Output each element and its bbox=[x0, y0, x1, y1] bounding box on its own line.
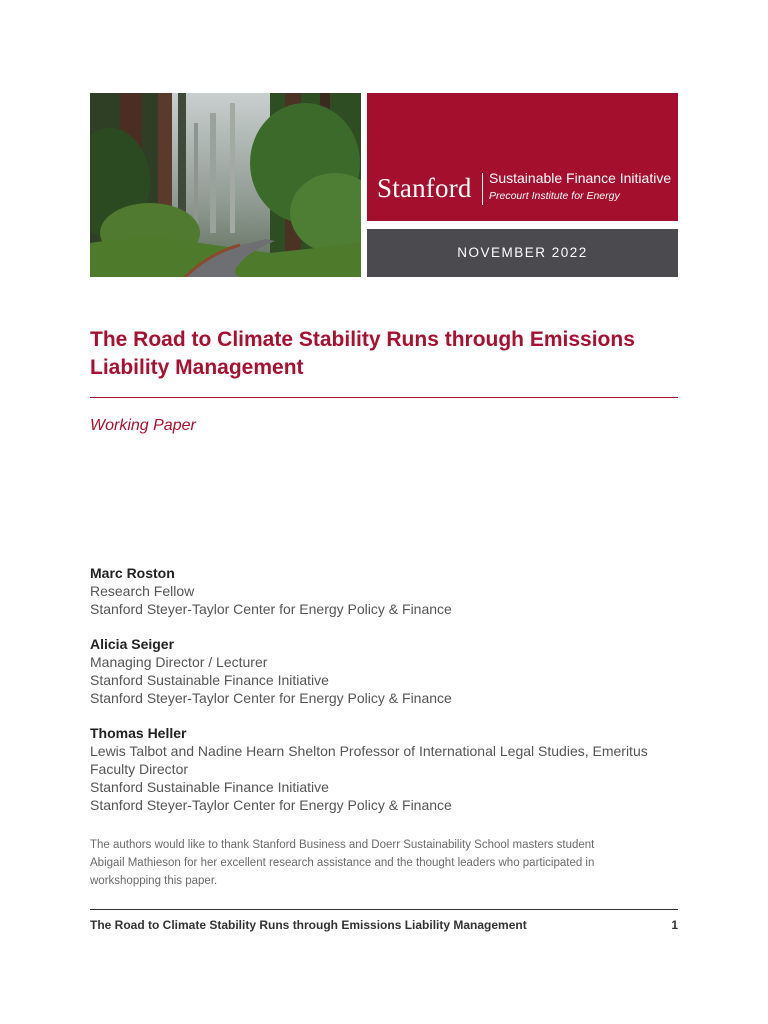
stanford-brand-block bbox=[367, 93, 678, 221]
author-affiliation: Stanford Steyer-Taylor Center for Energy Policy & Finance bbox=[90, 797, 452, 813]
author-affiliation: Lewis Talbot and Nadine Hearn Shelton Professor of International Legal Studies, Emeritus bbox=[90, 743, 648, 759]
author-affiliation: Research Fellow bbox=[90, 583, 195, 599]
author-name: Alicia Seiger bbox=[90, 636, 175, 652]
author-list bbox=[90, 564, 690, 831]
initiative-name: Sustainable Finance Initiative bbox=[489, 170, 672, 186]
footer-rule bbox=[90, 909, 678, 910]
paper-title: The Road to Climate Stability Runs through Emissions Liability Management bbox=[90, 328, 635, 379]
page-number: 1 bbox=[671, 918, 678, 932]
stanford-wordmark: Stanford bbox=[377, 173, 472, 203]
forest-road-image bbox=[90, 93, 361, 277]
author-block bbox=[90, 635, 690, 707]
author-affiliation: Managing Director / Lecturer bbox=[90, 654, 268, 670]
author-affiliation: Stanford Steyer-Taylor Center for Energy Policy & Finance bbox=[90, 690, 452, 706]
author-affiliation: Stanford Steyer-Taylor Center for Energy Policy & Finance bbox=[90, 601, 452, 617]
author-affiliation: Faculty Director bbox=[90, 761, 189, 777]
author-affiliation: Stanford Sustainable Finance Initiative bbox=[90, 779, 329, 795]
author-name: Marc Roston bbox=[90, 565, 175, 581]
author-affiliation: Stanford Sustainable Finance Initiative bbox=[90, 672, 329, 688]
footer-running-title: The Road to Climate Stability Runs through Emissions Liability Management bbox=[90, 918, 527, 932]
author-name: Thomas Heller bbox=[90, 725, 187, 741]
publication-date: NOVEMBER 2022 bbox=[367, 229, 678, 277]
cover-photo bbox=[90, 93, 361, 277]
acknowledgement-text: The authors would like to thank Stanford Business and Doerr Sustainability School masters student Abigail Mathieson for her excellent research assistance and the thought leaders who participated in workshopping this paper. bbox=[90, 839, 595, 887]
title-rule bbox=[90, 397, 678, 398]
author-block bbox=[90, 724, 690, 814]
paper-type: Working Paper bbox=[90, 417, 196, 434]
brand-divider bbox=[482, 173, 483, 205]
institute-name: Precourt Institute for Energy bbox=[489, 190, 620, 202]
author-block bbox=[90, 564, 690, 618]
